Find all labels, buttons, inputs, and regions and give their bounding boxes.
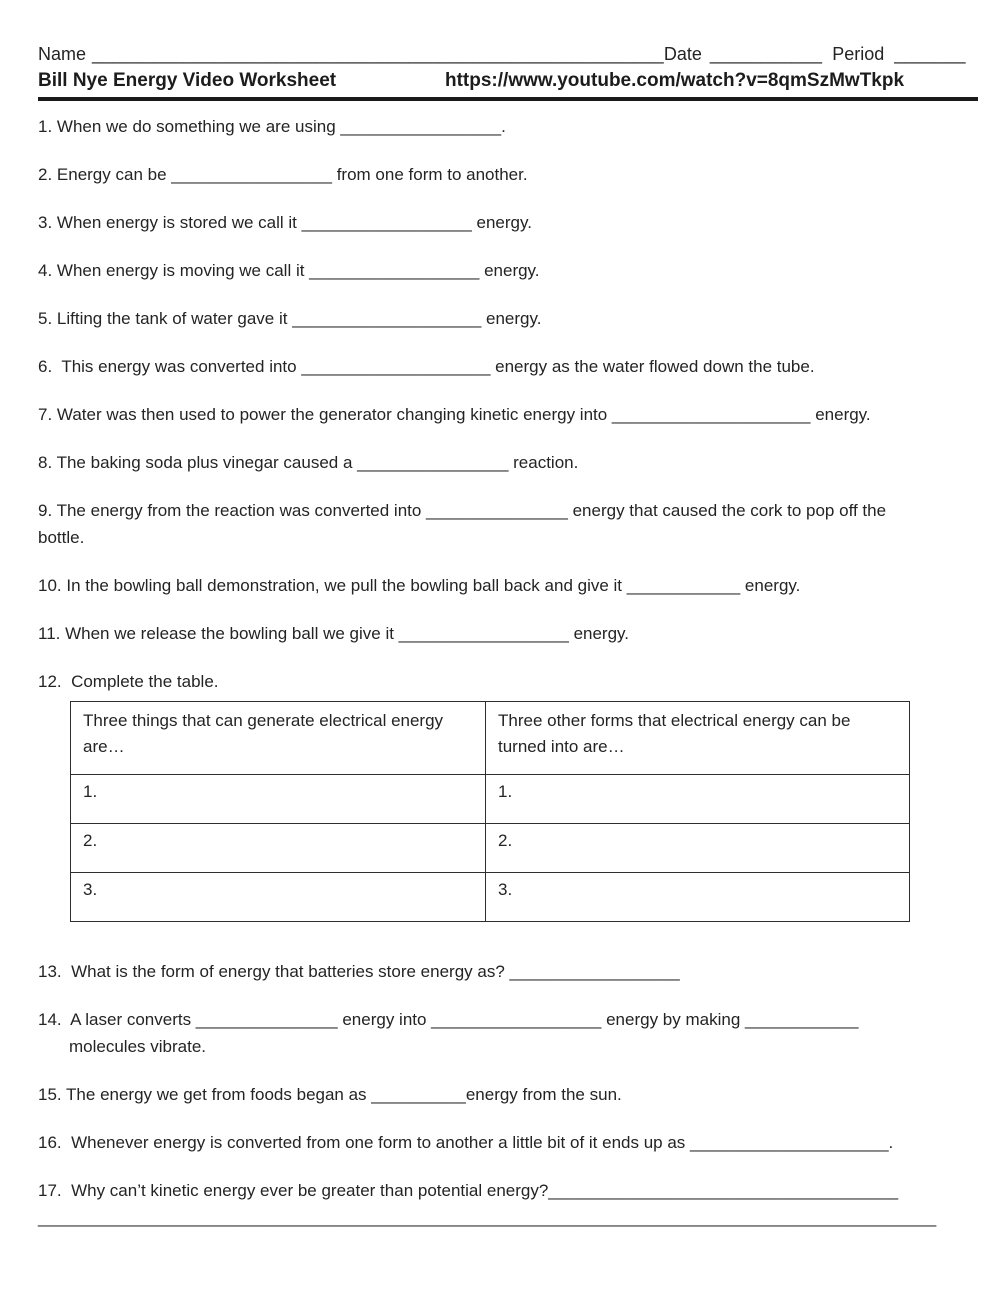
- table-cell-right-2: 2.: [486, 824, 910, 873]
- question-11-line: 11. When we release the bowling ball we give it __________________ energy.: [38, 624, 630, 643]
- name-label: Name: [38, 44, 87, 64]
- question-12-table: [70, 701, 910, 922]
- question-9-line-1: 9. The energy from the reaction was converted into _______________ energy that caused the cork to pop off the: [38, 501, 887, 520]
- question-9-line-2: bottle.: [38, 528, 85, 547]
- question-16-line: 16. Whenever energy is converted from one form to another a little bit of it ends up as _____________________.: [38, 1133, 894, 1152]
- question-16: [38, 1129, 970, 1156]
- question-10: [38, 572, 970, 599]
- table-row-2: [71, 824, 910, 873]
- question-4-line: 4. When energy is moving we call it __________________ energy.: [38, 261, 540, 280]
- question-17-line-2: _______________________________________________________________________________________________: [38, 1208, 937, 1227]
- question-6: [38, 353, 970, 380]
- question-4: [38, 257, 970, 284]
- table-cell-right-1: 1.: [486, 775, 910, 824]
- header: [38, 42, 970, 101]
- header-title-row: [38, 68, 970, 94]
- question-6-line: 6. This energy was converted into ____________________ energy as the water flowed down the tube.: [38, 357, 815, 376]
- question-10-line: 10. In the bowling ball demonstration, we pull the bowling ball back and give it ____________ energy.: [38, 576, 801, 595]
- question-13-line: 13. What is the form of energy that batteries store energy as? __________________: [38, 962, 680, 981]
- question-9: [38, 497, 970, 551]
- table-cell-left-3: 3.: [71, 873, 486, 922]
- date-blank: ___________: [709, 44, 823, 64]
- table-header-converted-forms: Three other forms that electrical energy can be turned into are…: [486, 702, 910, 775]
- question-5: [38, 305, 970, 332]
- question-1-line: 1. When we do something we are using _________________.: [38, 117, 506, 136]
- question-2-line: 2. Energy can be _________________ from one form to another.: [38, 165, 528, 184]
- name-blank: ________________________________________________________: [92, 44, 664, 64]
- question-15-line: 15. The energy we get from foods began as __________energy from the sun.: [38, 1085, 622, 1104]
- table-header-generate-sources: Three things that can generate electrical energy are…: [71, 702, 486, 775]
- question-2: [38, 161, 970, 188]
- question-17: [38, 1177, 970, 1231]
- question-3-line: 3. When energy is stored we call it __________________ energy.: [38, 213, 532, 232]
- video-url: https://www.youtube.com/watch?v=8qmSzMwTkpk: [445, 70, 905, 91]
- question-5-line: 5. Lifting the tank of water gave it ____________________ energy.: [38, 309, 542, 328]
- question-1: [38, 113, 970, 140]
- question-8-line: 8. The baking soda plus vinegar caused a ________________ reaction.: [38, 453, 579, 472]
- table-cell-right-3: 3.: [486, 873, 910, 922]
- question-17-line-1: 17. Why can’t kinetic energy ever be greater than potential energy?_____________________________________: [38, 1181, 899, 1200]
- table-cell-left-1: 1.: [71, 775, 486, 824]
- question-15: [38, 1081, 970, 1108]
- question-12: [38, 668, 970, 695]
- question-11: [38, 620, 970, 647]
- period-label: Period: [832, 44, 885, 64]
- table-header-row: [71, 702, 910, 775]
- table-row-1: [71, 775, 910, 824]
- question-7-line: 7. Water was then used to power the generator changing kinetic energy into _____________________ energy.: [38, 405, 871, 424]
- table-row-3: [71, 873, 910, 922]
- question-12-line: 12. Complete the table.: [38, 672, 219, 691]
- question-14-line-2: molecules vibrate.: [69, 1037, 207, 1056]
- question-14-line-1: 14. A laser converts _______________ energy into __________________ energy by making ____________: [38, 1010, 859, 1029]
- date-label: Date: [663, 44, 702, 64]
- question-3: [38, 209, 970, 236]
- question-8: [38, 449, 970, 476]
- question-14: [38, 1006, 970, 1060]
- header-row-name-date-period: [38, 42, 970, 66]
- header-divider: [38, 97, 978, 101]
- question-13: [38, 958, 970, 985]
- table-cell-left-2: 2.: [71, 824, 486, 873]
- question-7: [38, 401, 970, 428]
- worksheet-title: Bill Nye Energy Video Worksheet: [38, 70, 337, 91]
- period-blank: _______: [894, 44, 966, 64]
